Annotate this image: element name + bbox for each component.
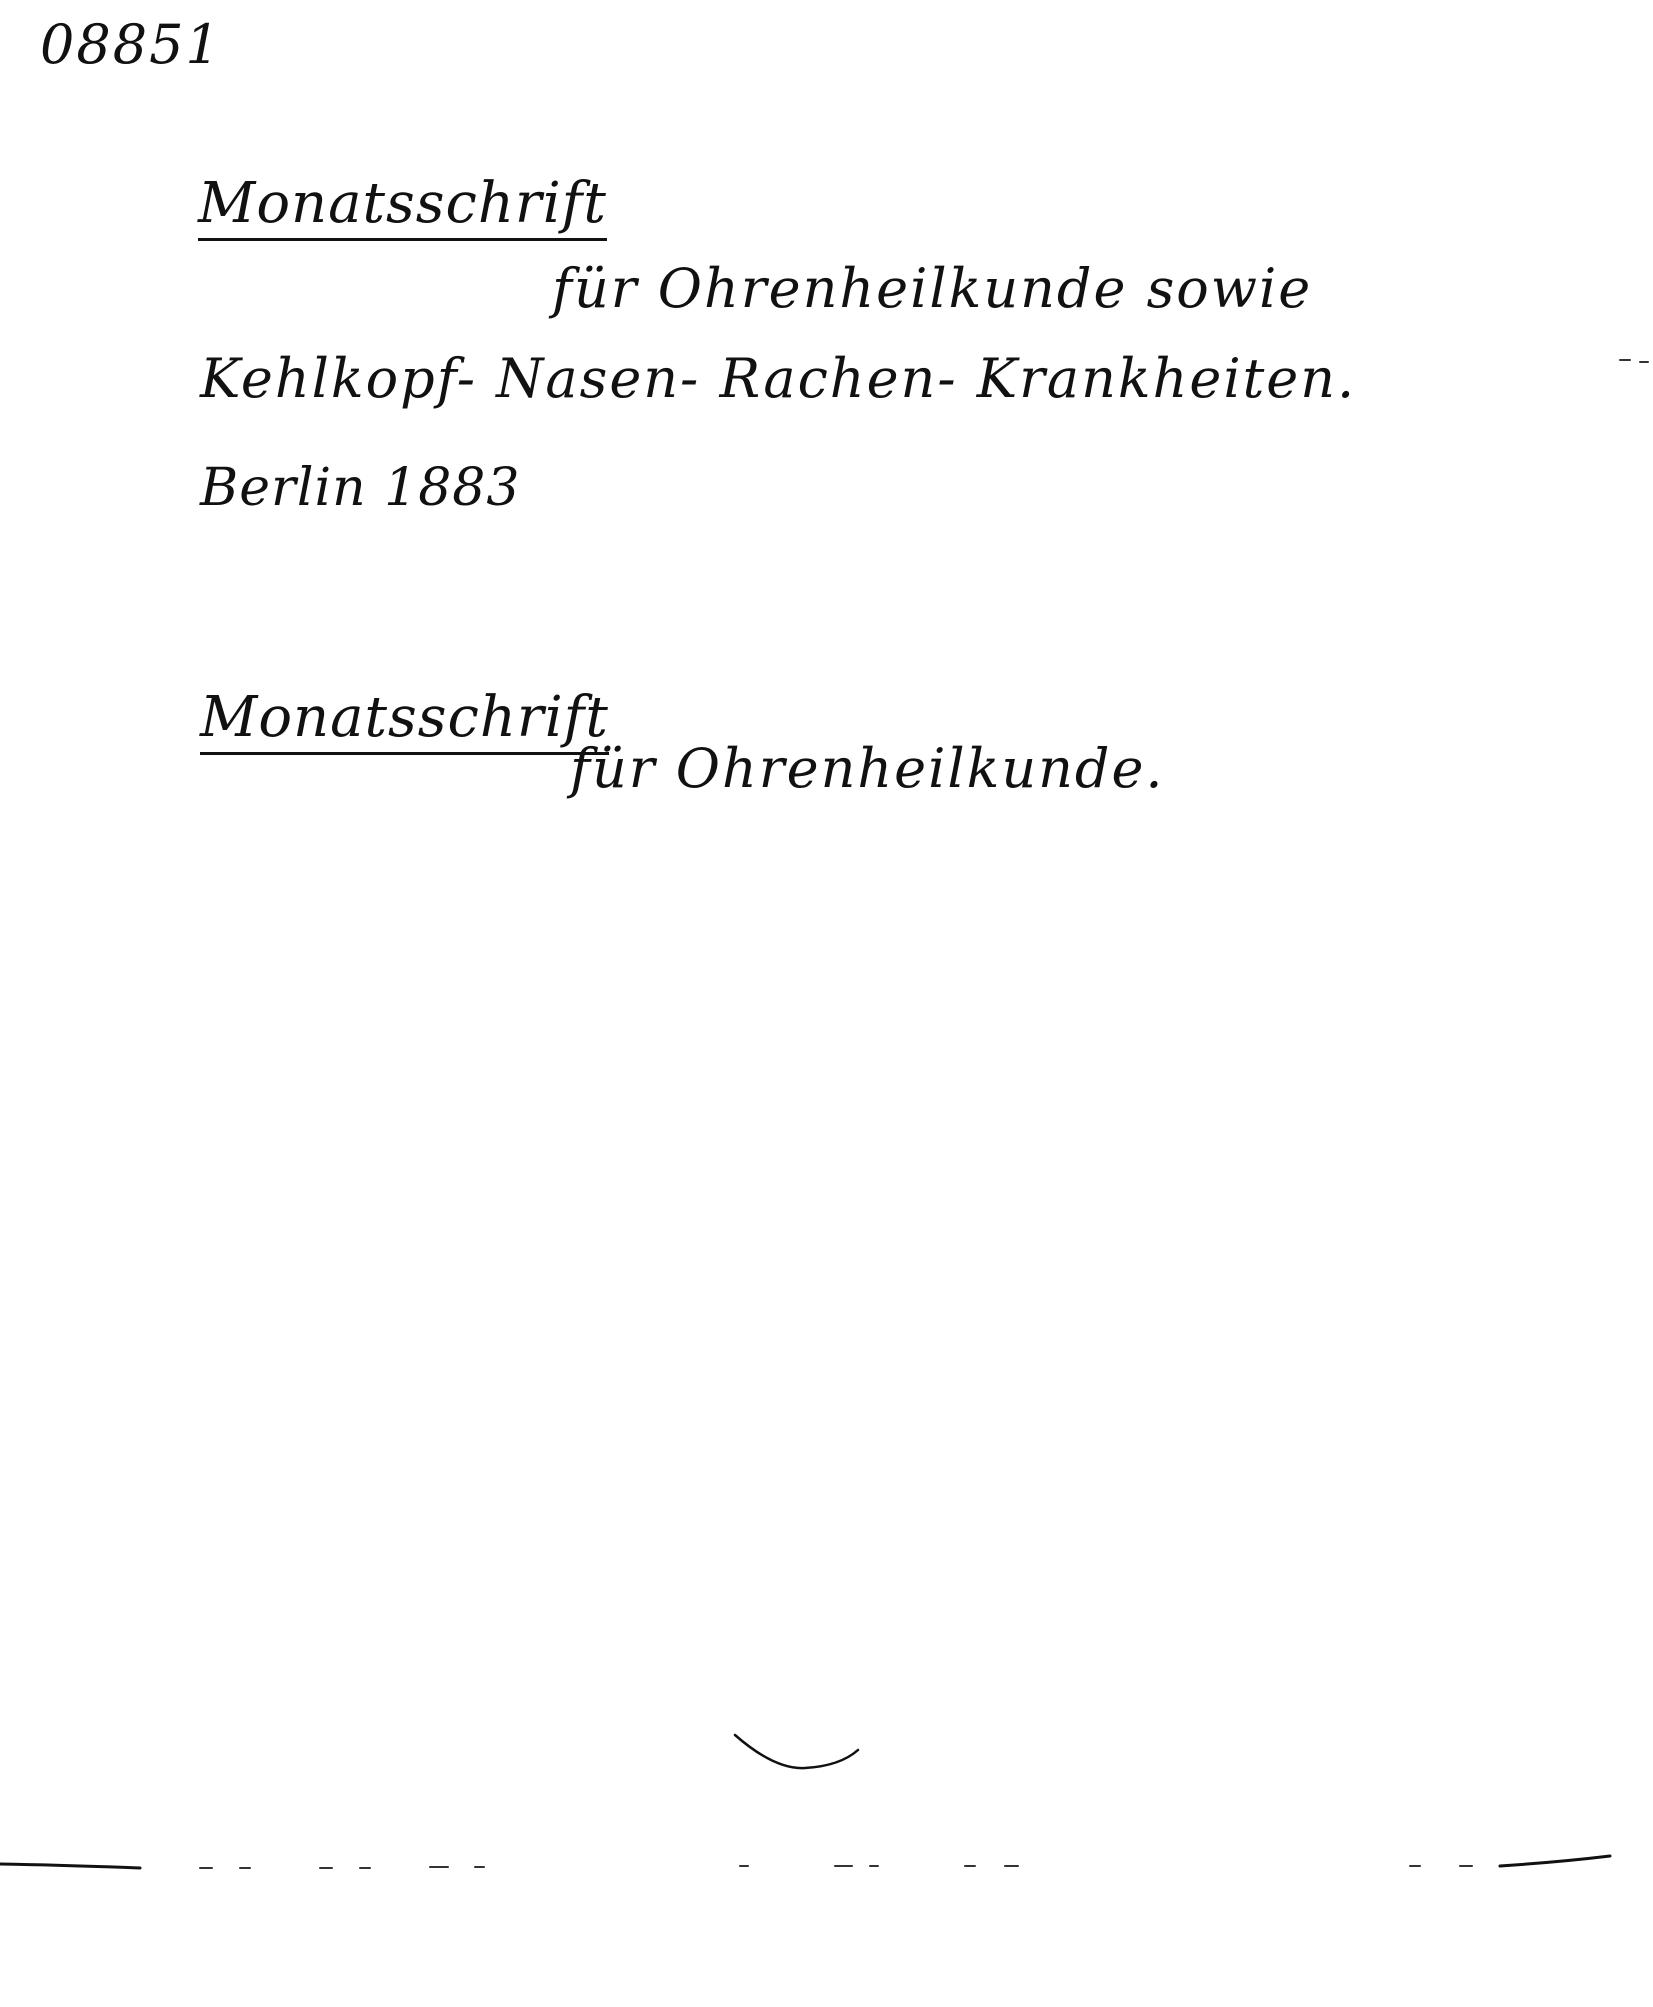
entry-1-place-year: Berlin 1883 (200, 458, 521, 518)
entry-2-title: Monatsschrift (200, 690, 609, 755)
entry-1-subtitle-line-2: Kehlkopf- Nasen- Rachen- Krankheiten. (200, 347, 1357, 410)
card-edge-right (1500, 1856, 1610, 1866)
entry-2-subtitle: für Ohrenheilkunde. (570, 737, 1165, 800)
card-number: 08851 (40, 13, 222, 76)
card-edge-left (0, 1864, 140, 1868)
card-edge-dashes (200, 360, 1648, 1868)
entry-1-title: Monatsschrift (198, 176, 607, 241)
scribble-mark (735, 1735, 858, 1768)
entry-1-subtitle-line-1: für Ohrenheilkunde sowie (552, 257, 1313, 320)
